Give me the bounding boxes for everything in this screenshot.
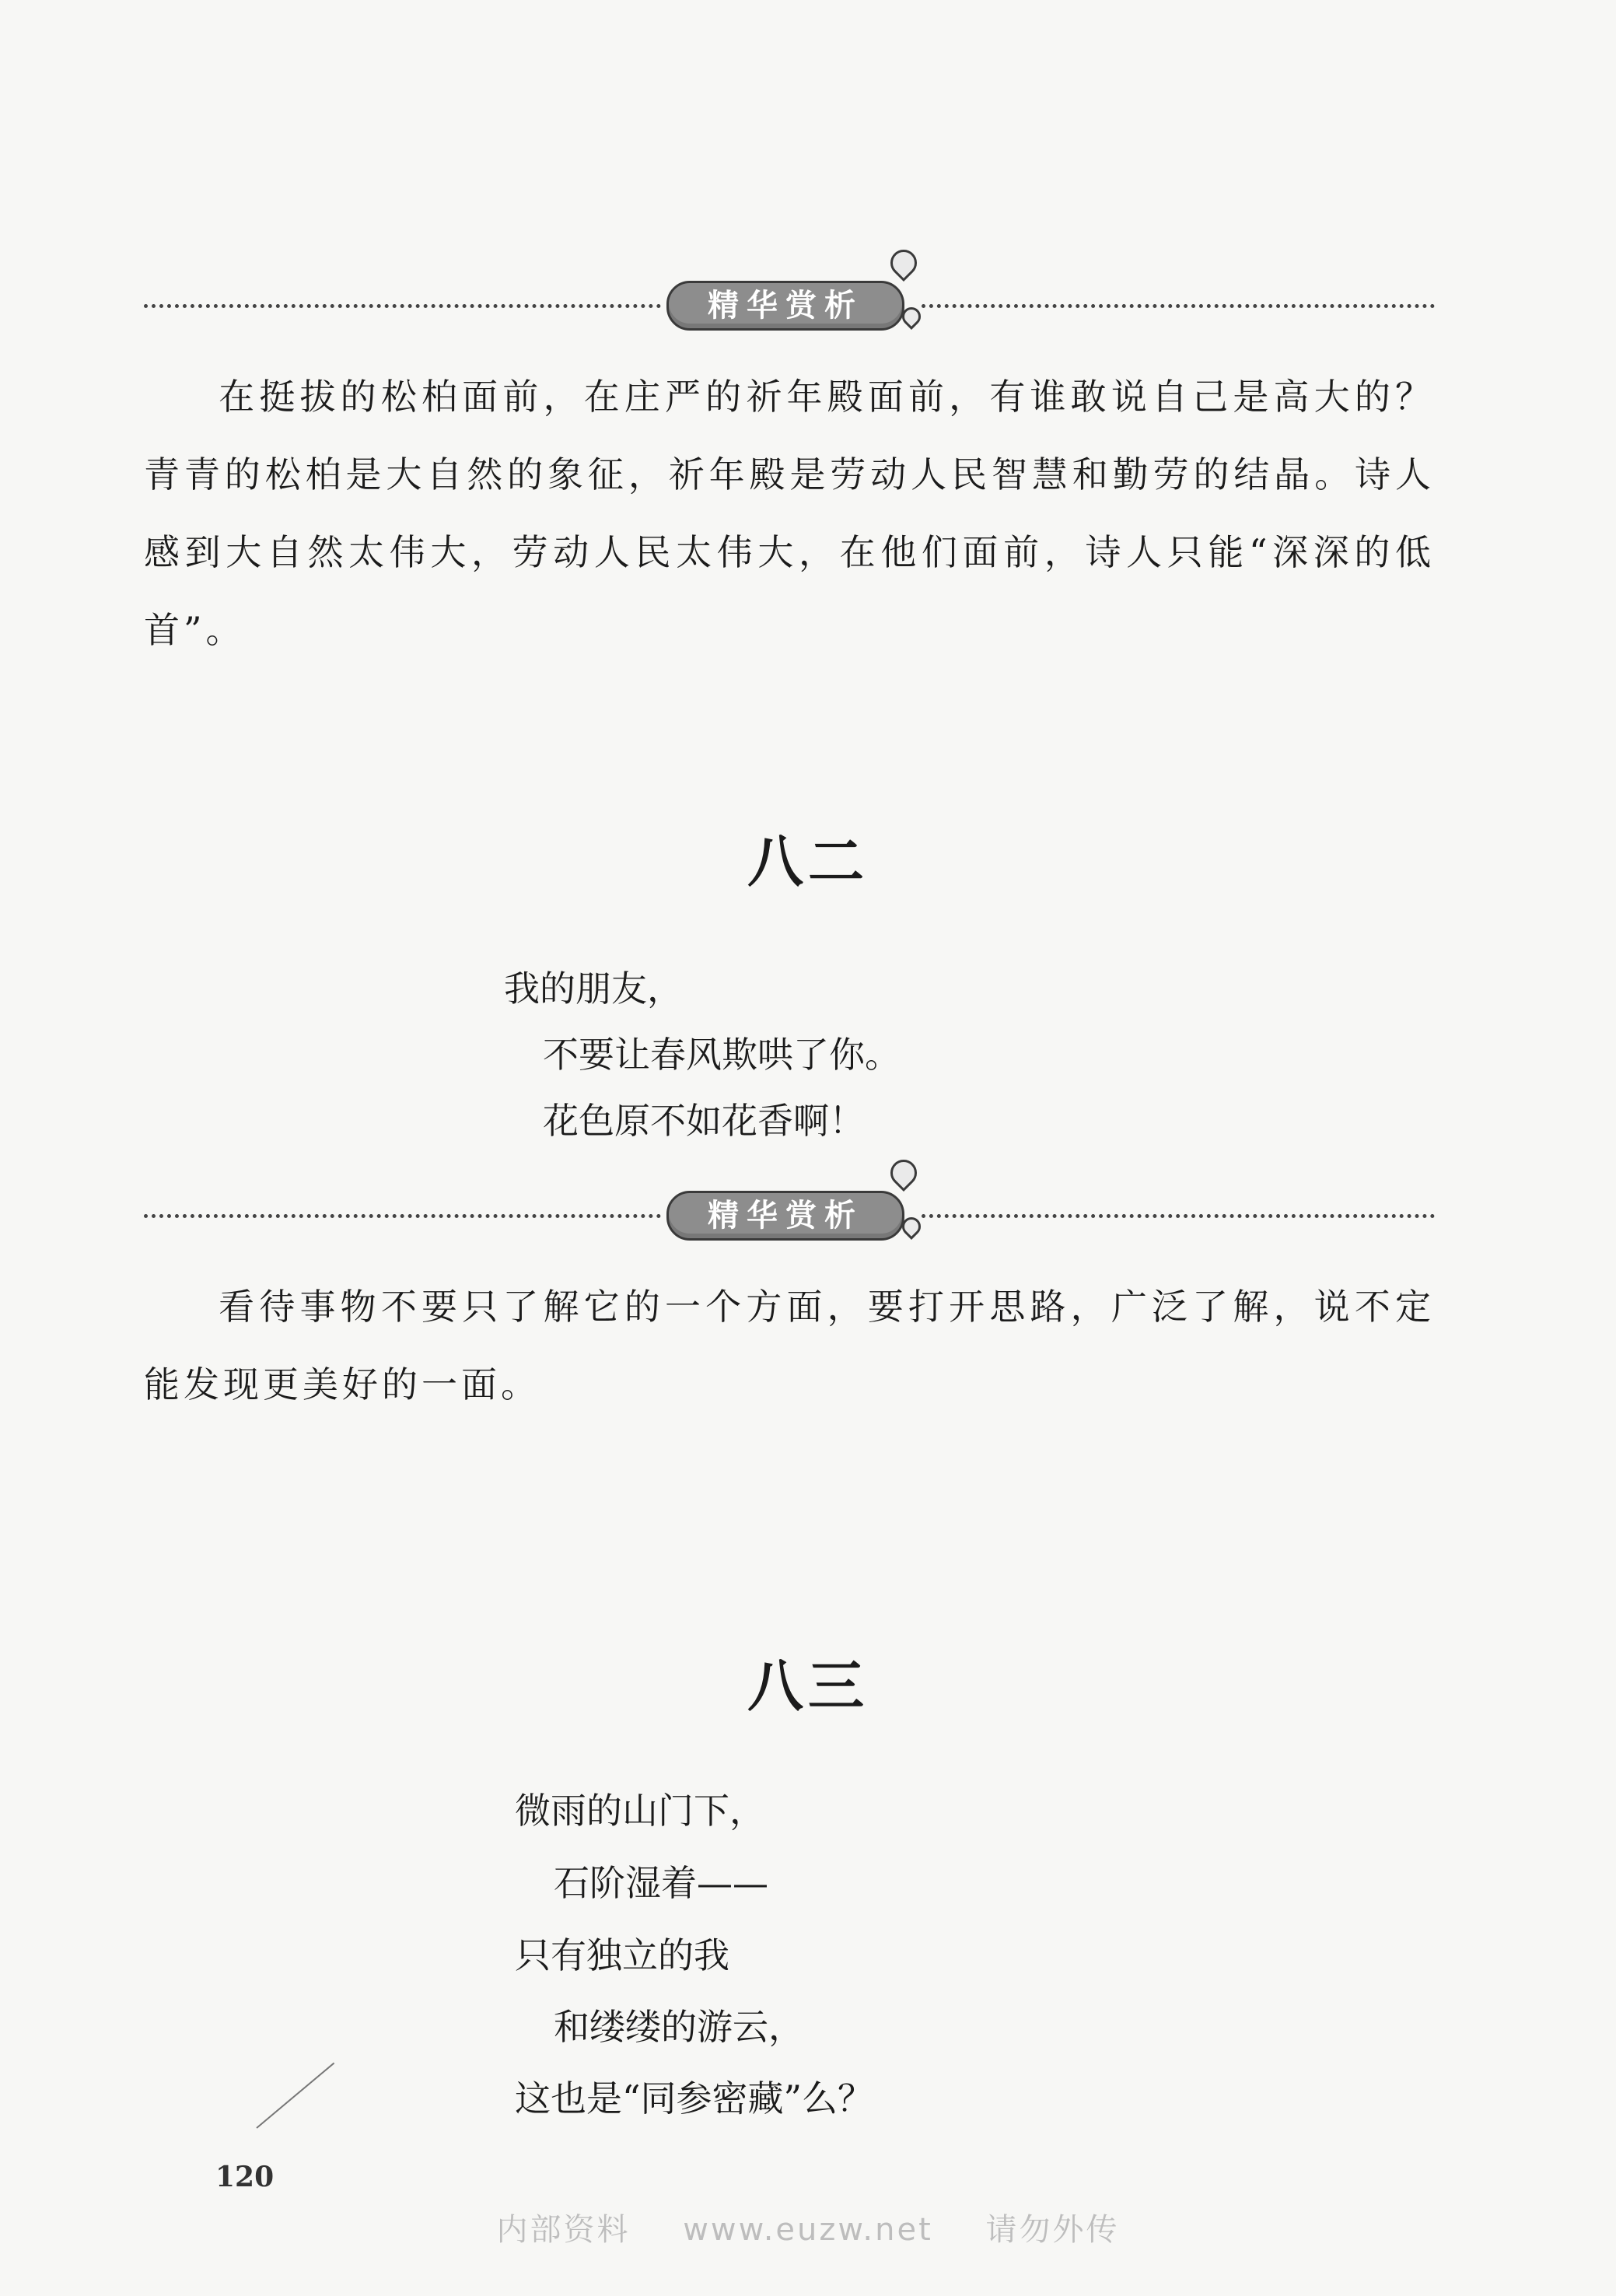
poem-line: 我的朋友， bbox=[504, 968, 683, 1010]
page-number-slash bbox=[256, 2063, 334, 2129]
heart-icon bbox=[885, 1154, 922, 1192]
dotted-rule bbox=[922, 1214, 1435, 1218]
footer-url: www.euzw.net bbox=[683, 2212, 933, 2248]
poem-line: 微雨的山门下， bbox=[515, 1790, 765, 1832]
analysis-banner bbox=[144, 1186, 1435, 1248]
analysis-paragraph: 看待事物不要只了解它的一个方面，要打开思路，广泛了解，说不定能发现更美好的一面。 bbox=[144, 1286, 1435, 1405]
heart-icon bbox=[885, 244, 922, 282]
poem-line: 只有独立的我 bbox=[515, 1934, 729, 1976]
dotted-rule bbox=[922, 304, 1435, 308]
poem-title: 八二 bbox=[747, 829, 869, 894]
poem-line: 不要让春风欺哄了你。 bbox=[543, 1034, 901, 1076]
watermark-footer bbox=[0, 2205, 1616, 2249]
section-tag: 精华赏析 bbox=[666, 1191, 904, 1241]
analysis-paragraph: 在挺拔的松柏面前，在庄严的祈年殿面前，有谁敢说自己是高大的？青青的松柏是大自然的象征，祈年殿是劳动人民智慧和勤劳的结晶。诗人感到大自然太伟大，劳动人民太伟大，在他们面前，诗人只能“深深的低首”。 bbox=[144, 376, 1435, 651]
footer-left: 内部资料 bbox=[496, 2212, 631, 2248]
page-number: 120 bbox=[215, 2161, 275, 2193]
poem-title: 八三 bbox=[747, 1654, 869, 1719]
dotted-rule bbox=[144, 304, 661, 308]
poem-line: 石阶湿着—— bbox=[554, 1862, 768, 1904]
analysis-banner bbox=[144, 276, 1435, 338]
section-tag: 精华赏析 bbox=[666, 281, 904, 331]
poem-line: 这也是“同参密藏”么？ bbox=[515, 2077, 874, 2119]
poem-line: 花色原不如花香啊！ bbox=[543, 1100, 865, 1142]
poem-line: 和缕缕的游云， bbox=[554, 2006, 804, 2048]
footer-right: 请勿外传 bbox=[985, 2212, 1120, 2248]
dotted-rule bbox=[144, 1214, 661, 1218]
